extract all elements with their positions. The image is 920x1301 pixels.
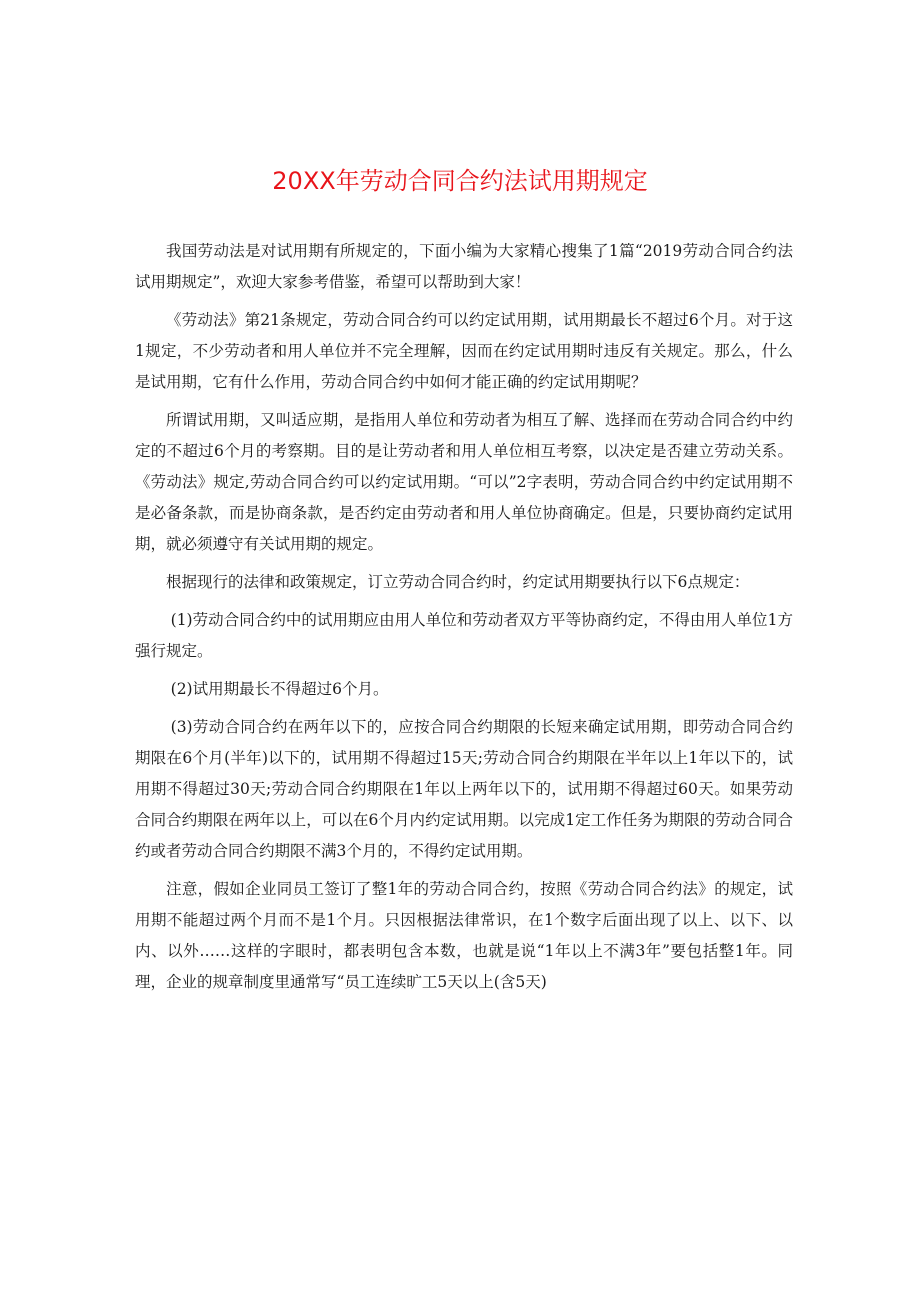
- rule-item-1: (1)劳动合同合约中的试用期应由用人单位和劳动者双方平等协商约定，不得由用人单位1方强行规定。: [135, 611, 793, 660]
- paragraph-probation-definition: 所谓试用期，又叫适应期，是指用人单位和劳动者为相互了解、选择而在劳动合同合约中约定的不超过6个月的考察期。目的是让劳动者和用人单位相互考察，以决定是否建立劳动关系。《劳动法》规定,劳动合同合约可以约定试用期。“可以”2字表明，劳动合同合约中约定试用期不是必备条款，而是协商条款，是否约定由劳动者和用人单位协商确定。但是，只要协商约定试用期，就必须遵守有关试用期的规定。: [135, 411, 793, 553]
- rule-item-3: (3)劳动合同合约在两年以下的，应按合同合约期限的长短来确定试用期，即劳动合同合约期限在6个月(半年)以下的，试用期不得超过15天;劳动合同合约期限在半年以上1年以下的，试用期不得超过30天;劳动合同合约期限在1年以上两年以下的，试用期不得超过60天。如果劳动合同合约期限在两年以上，可以在6个月内约定试用期。以完成1定工作任务为期限的劳动合同合约或者劳动合同合约期限不满3个月的，不得约定试用期。: [135, 718, 793, 860]
- document-title: 20XX年劳动合同合约法试用期规定: [272, 167, 648, 195]
- paragraph-rules-intro: 根据现行的法律和政策规定，订立劳动合同合约时，约定试用期要执行以下6点规定：: [166, 573, 750, 591]
- paragraph-intro: 我国劳动法是对试用期有所规定的，下面小编为大家精心搜集了1篇“2019劳动合同合约法试用期规定”，欢迎大家参考借鉴，希望可以帮助到大家！: [135, 242, 793, 291]
- rule-item-2: (2)试用期最长不得超过6个月。: [170, 680, 389, 698]
- document-body: [135, 236, 793, 1005]
- paragraph-note: 注意，假如企业同员工签订了整1年的劳动合同合约，按照《劳动合同合约法》的规定，试用期不能超过两个月而不是1个月。只因根据法律常识，在1个数字后面出现了以上、以下、以内、以外……这样的字眼时，都表明包含本数，也就是说“1年以上不满3年”要包括整1年。同理，企业的规章制度里通常写“员工连续旷工5天以上(含5天): [135, 880, 793, 991]
- paragraph-labor-law-article: 《劳动法》第21条规定，劳动合同合约可以约定试用期，试用期最长不超过6个月。对于这1规定，不少劳动者和用人单位并不完全理解，因而在约定试用期时违反有关规定。那么，什么是试用期，它有什么作用，劳动合同合约中如何才能正确的约定试用期呢？: [135, 311, 793, 391]
